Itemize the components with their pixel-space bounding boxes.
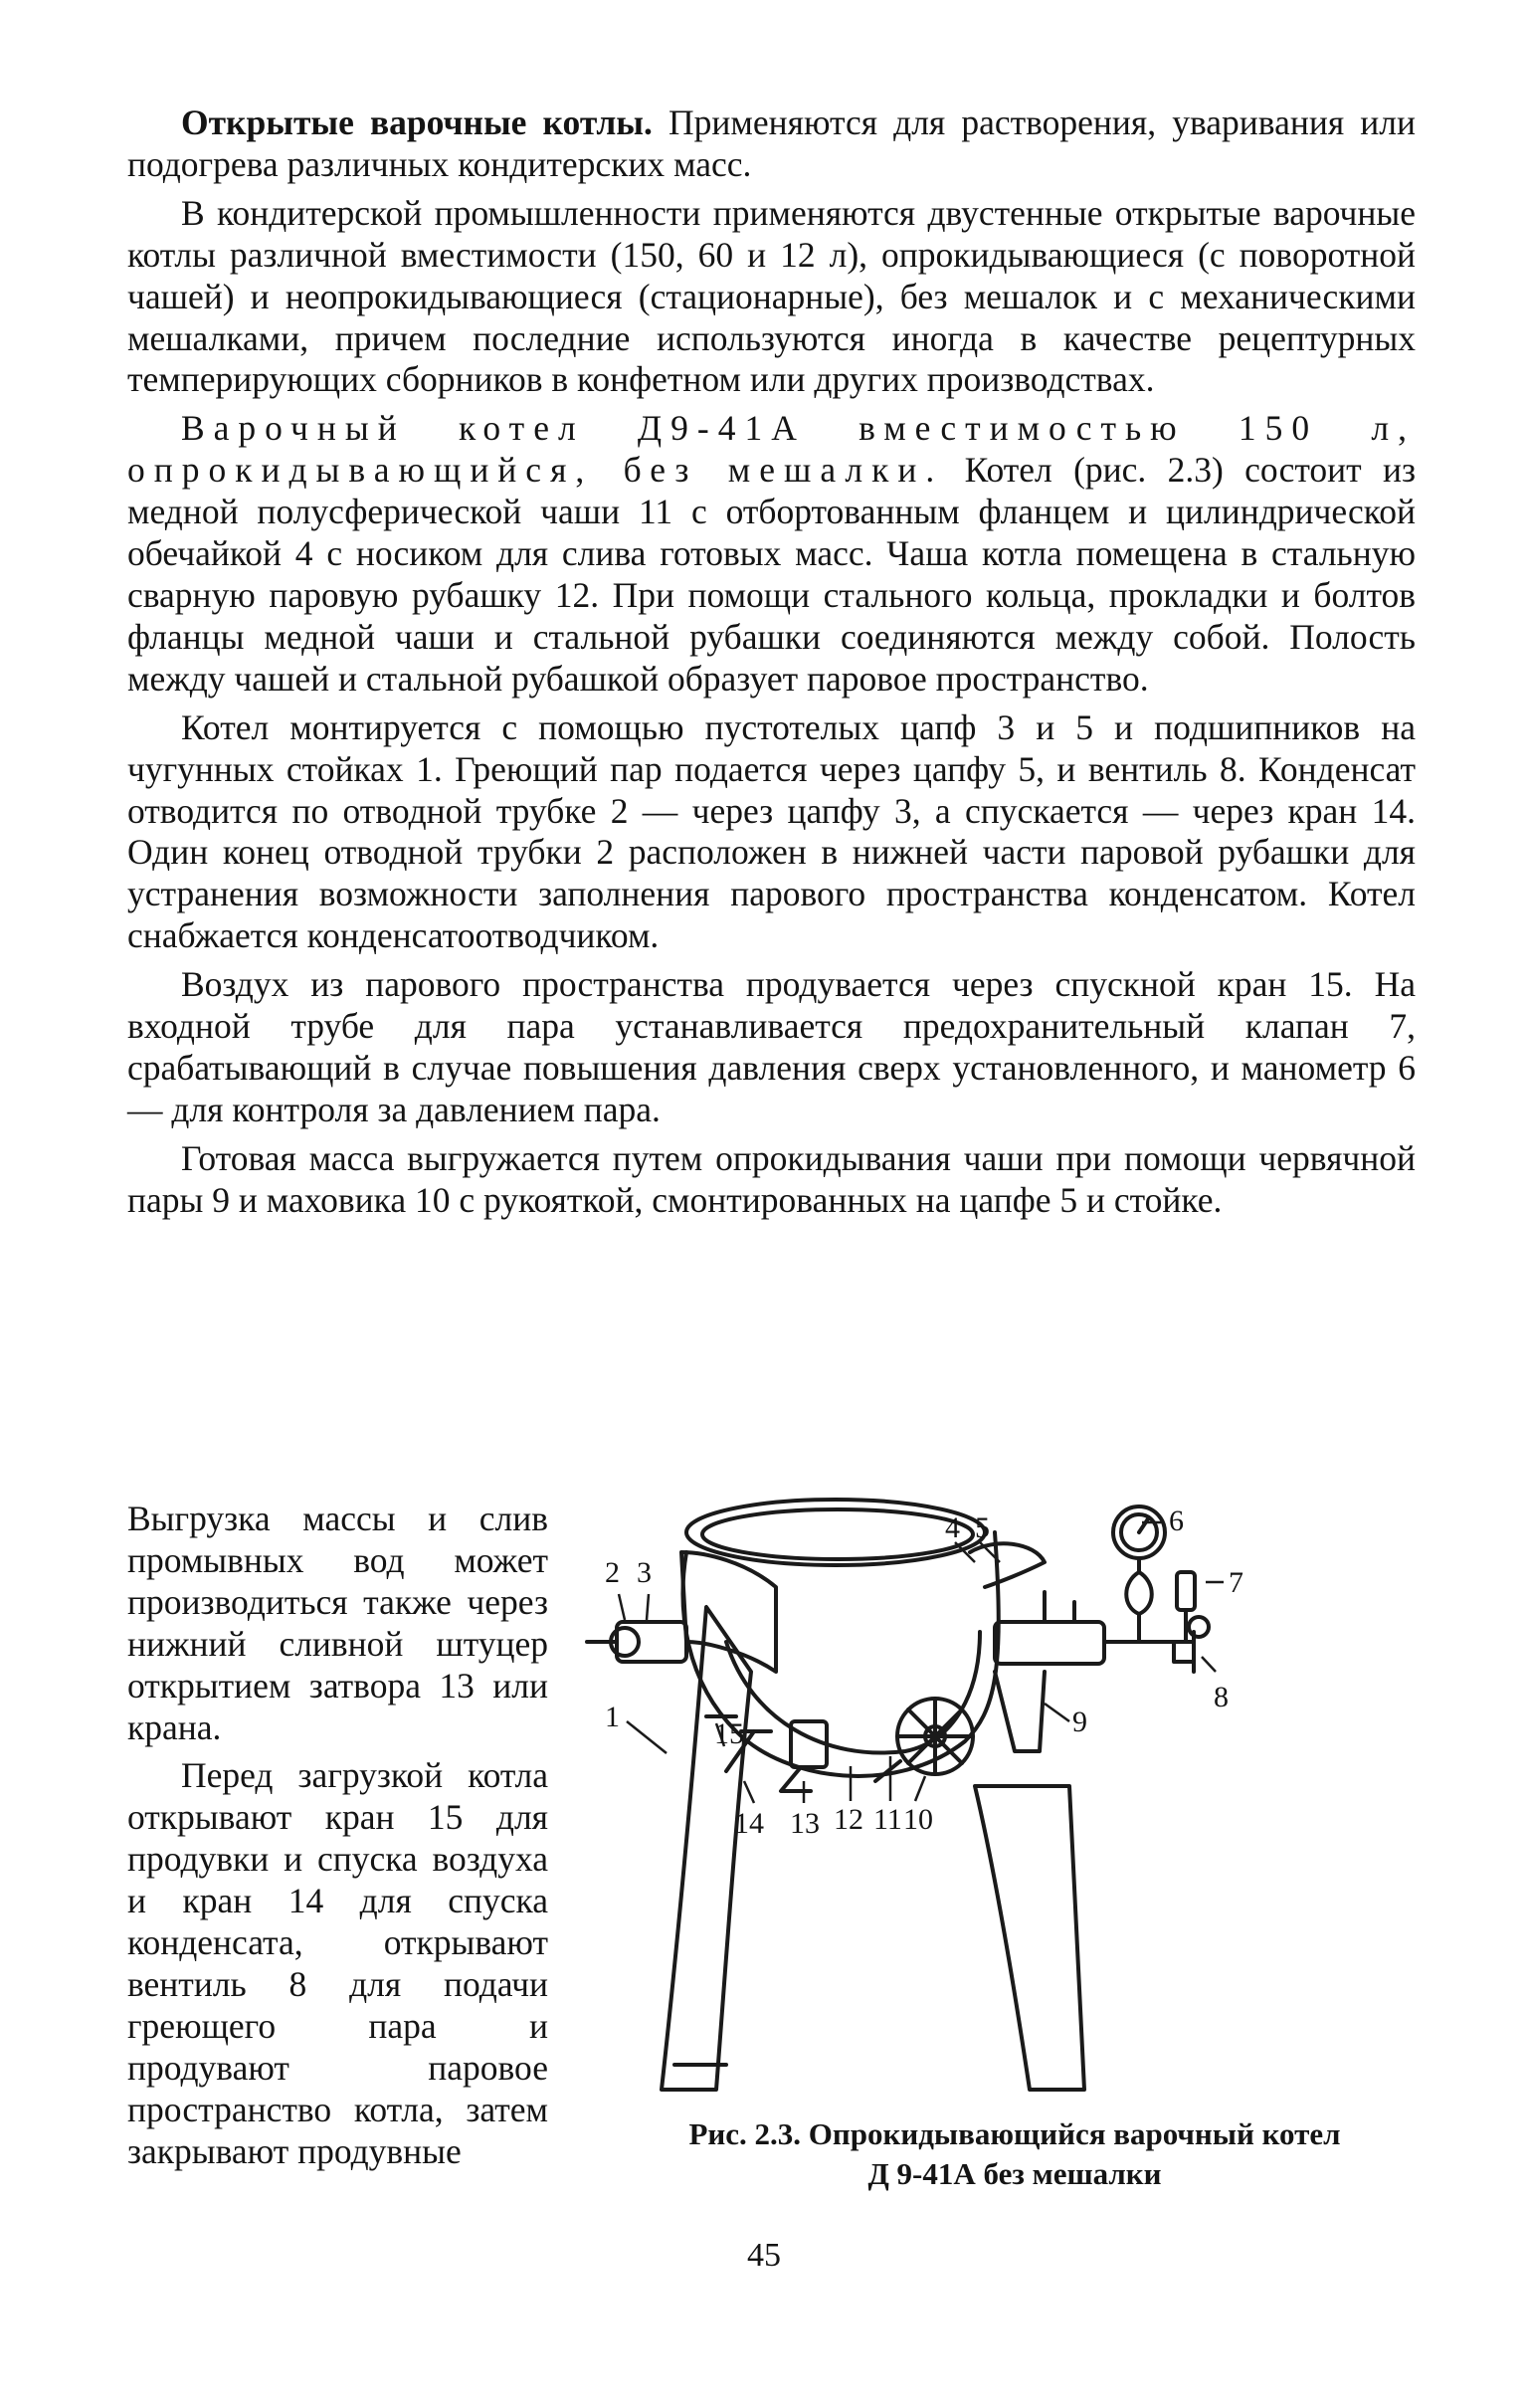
- caption-line-2: Д 9-41А без мешалки: [867, 2156, 1162, 2191]
- label-8: 8: [1214, 1681, 1229, 1713]
- label-9: 9: [1072, 1706, 1087, 1738]
- label-13: 13: [790, 1807, 820, 1840]
- label-4: 4: [945, 1511, 960, 1544]
- label-2: 2: [605, 1556, 620, 1589]
- paragraph-5: Воздух из парового пространства продувается через спускной кран 15. На входной трубе для пара устанавливается предохранительный клапан 7, срабатывающий в случае повышения давления сверх установленного, и манометр 6 — для контроля за давлением пара.: [127, 964, 1416, 1129]
- paragraph-6: Готовая масса выгружается путем опрокидывания чаши при помощи червячной пары 9 и маховика 10 с рукояткой, смонтированных на цапфе 5 и стойке.: [127, 1137, 1416, 1220]
- run-in-heading-open-kettles: Открытые варочные котлы.: [181, 102, 653, 142]
- label-6: 6: [1169, 1505, 1184, 1537]
- worm-gear: [995, 1672, 1045, 1751]
- label-3: 3: [637, 1556, 652, 1589]
- kettle-drawing: [577, 1493, 1452, 2109]
- label-14: 14: [734, 1807, 764, 1840]
- spout: [970, 1543, 1045, 1587]
- paragraph-3: [127, 408, 1416, 700]
- left-stand: [662, 1607, 751, 2090]
- label-10: 10: [903, 1803, 933, 1836]
- main-text: [127, 102, 1416, 1222]
- spaced-heading-kettle-d9-41a: Варочный котел Д9-41А вместимостью 150 л, опрокидывающийся, без мешалки.: [127, 408, 1416, 491]
- paragraph-7: Выгрузка массы и слив промывных вод может производиться также через нижний сливной штуцер открытием затвора 13 или крана.: [127, 1499, 548, 1747]
- wrap-column: [127, 1499, 548, 2173]
- paragraph-4: Котел монтируется с помощью пустотелых цапф 3 и 5 и подшипников на чугунных стойках 1. Греющий пар подается через цапфу 5, и вентиль 8. Конденсат отводится по отводной трубке 2 — через цапфу 3, а спускается — через кран 14. Один конец отводной трубки 2 расположен в нижней части паровой рубашки для устранения возможности заполнения парового пространства конденсатом. Котел снабжается конденсатоотводчиком.: [127, 706, 1416, 956]
- label-12: 12: [834, 1803, 863, 1836]
- paragraph-3-text: Котел (рис. 2.3) состоит из медной полусферической чаши 11 с отбортованным фланцем и цилиндрической обечайкой 4 с носиком для слива готовых масс. Чаша котла помещена в стальную сварную паровую рубашку 12. При помощи стального кольца, прокладки и болтов фланцы медной чаши и стальной рубашки соединяются между собой. Полость между чашей и стальной рубашкой образует паровое пространство.: [127, 450, 1416, 699]
- paragraph-1: [127, 102, 1416, 186]
- page-number: 45: [747, 2237, 781, 2274]
- paragraph-2: В кондитерской промышленности применяются двустенные открытые варочные котлы различной вместимости (150, 60 и 12 л), опрокидывающиеся (с поворотной чашей) и неопрокидывающиеся (стационарные), без мешалок и с механическими мешалками, причем последние используются иногда в качестве рецептурных темперирующих сборников в конфетном или других производствах.: [127, 192, 1416, 400]
- label-15: 15: [714, 1717, 744, 1750]
- label-11: 11: [873, 1803, 902, 1836]
- figure-caption: [577, 2114, 1452, 2194]
- paragraph-1-text: Применяются для растворения, уваривания или подогрева различных кондитерских масс.: [127, 102, 1416, 184]
- kettle-figure: [577, 1493, 1452, 2109]
- right-stand: [975, 1786, 1084, 2090]
- label-7: 7: [1229, 1566, 1243, 1599]
- safety-valve: [1177, 1572, 1195, 1610]
- paragraph-8: Перед загрузкой котла открывают кран 15 для продувки и спуска воздуха и кран 14 для спуска конденсата, открывают вентиль 8 для подачи греющего пара и продувают паровое пространство котла, затем закрывают продувные: [127, 1755, 548, 2171]
- right-trunnion: [995, 1622, 1104, 1664]
- label-5: 5: [975, 1511, 990, 1544]
- caption-line-1: Рис. 2.3. Опрокидывающийся варочный котел: [688, 2116, 1341, 2151]
- label-1: 1: [605, 1701, 620, 1733]
